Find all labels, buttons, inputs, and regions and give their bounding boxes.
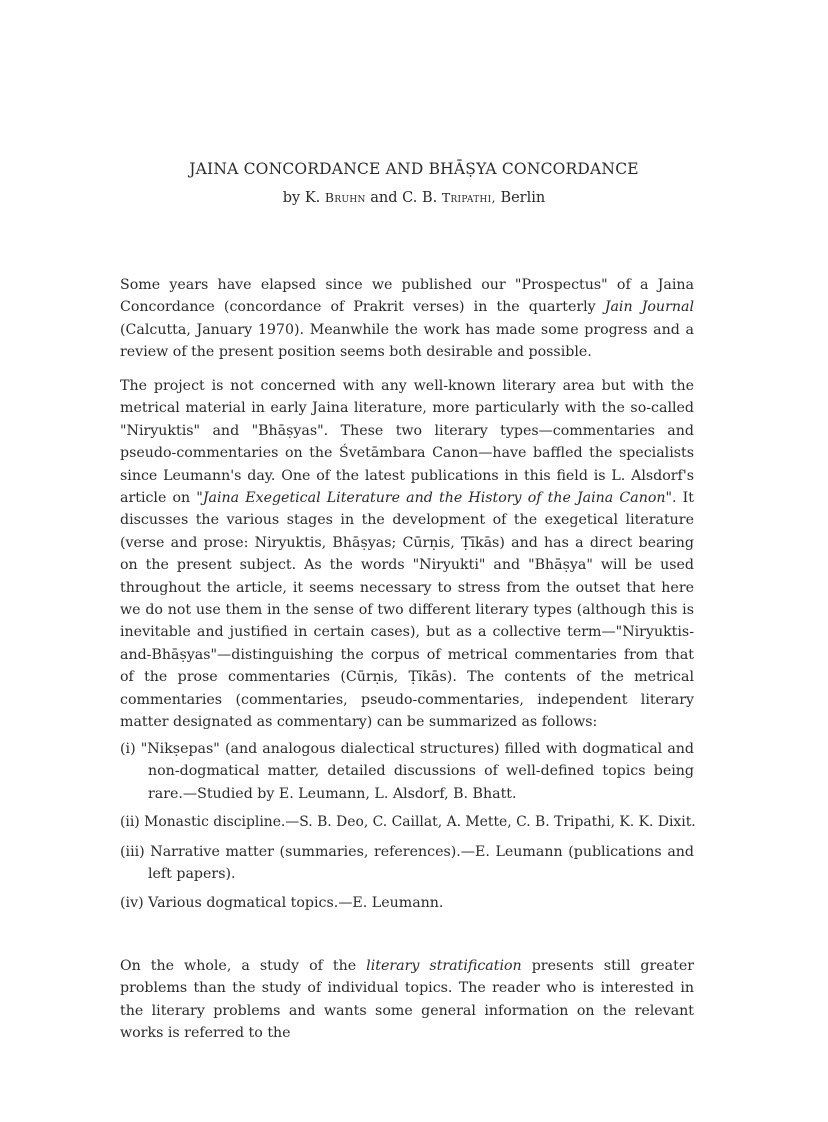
paragraph-2-text-b: ". It discusses the various stages in the development of the exegetical literature (verse and prose: Niryuktis, Bhāṣyas; Cūrṇis, Ṭīkās) and has a direct bearing on the present subject. As the words "Niryukti" and "Bhāṣya" will be used throughout the article, it seems necessary to stress from the outset that here we do not use them in the sense of two different literary types (although this is inevitable and justified in certain cases), but as a collective term—"Niryuktis-and-Bhāṣyas"—distinguishing the corpus of metrical commentaries from that of the prose commentaries (Cūrṇis, Ṭīkās). The contents of the metrical commentaries (commentaries, pseudo-commentaries, independent literary matter designated as commentary) can be summarized as follows: <box>120 490 694 731</box>
byline <box>0 190 828 206</box>
paragraph-3-text-a: On the whole, a study of the <box>120 958 367 974</box>
contents-list <box>120 738 694 915</box>
emphasis-literary-stratification: literary stratification <box>366 958 522 974</box>
list-item: (iii) Narrative matter (summaries, references).—E. Leumann (publications and left papers). <box>120 843 694 883</box>
paragraph-1 <box>120 274 694 364</box>
author-tripathi: Tripathi, <box>441 190 496 205</box>
list-item: (ii) Monastic discipline.—S. B. Deo, C. Caillat, A. Mette, C. B. Tripathi, K. K. Dixit. <box>120 814 696 831</box>
paragraph-2 <box>120 375 694 734</box>
byline-suffix: Berlin <box>500 190 546 206</box>
paragraph-1-text-a: Some years have elapsed since we published our "Prospectus" of a Jaina Concordance (concordance of Prakrit verses) in the quarterly <box>120 277 694 316</box>
author-bruhn: Bruhn <box>324 190 366 205</box>
paragraph-3 <box>120 955 694 1045</box>
paragraph-3-text-b: presents still greater problems than the study of individual topics. The reader who is interested in the literary problems and wants some general information on the relevant works is referred to the <box>120 958 695 1042</box>
byline-mid: and C. B. <box>370 190 438 206</box>
paragraph-1-text-b: (Calcutta, January 1970). Meanwhile the work has made some progress and a review of the present position seems both desirable and possible. <box>120 321 694 361</box>
list-item: (iv) Various dogmatical topics.—E. Leumann. <box>120 895 444 912</box>
document-title: JAINA CONCORDANCE AND BHĀṢYA CONCORDANCE <box>189 160 639 178</box>
list-item: (i) "Nikṣepas" (and analogous dialectical structures) filled with dogmatical and non-dogmatical matter, detailed discussions of well-defined topics being rare.—Studied by E. Leumann, L. Alsdorf, B. Bhatt. <box>120 741 694 802</box>
journal-title: Jain Journal <box>604 299 694 316</box>
byline-prefix: by K. <box>282 190 321 206</box>
paragraph-2-text-a: The project is not concerned with any well-known literary area but with the metrical material in early Jaina literature, more particularly with the so-called "Niryuktis" and "Bhāṣyas". These two literary types—commentaries and pseudo-commentaries on the Śvetāmbara Canon—have baffled the specialists since Leumann's day. One of the latest publications in this field is L. Alsdorf's article on " <box>120 378 694 507</box>
article-title: Jaina Exegetical Literature and the History of the Jaina Canon <box>202 490 666 507</box>
